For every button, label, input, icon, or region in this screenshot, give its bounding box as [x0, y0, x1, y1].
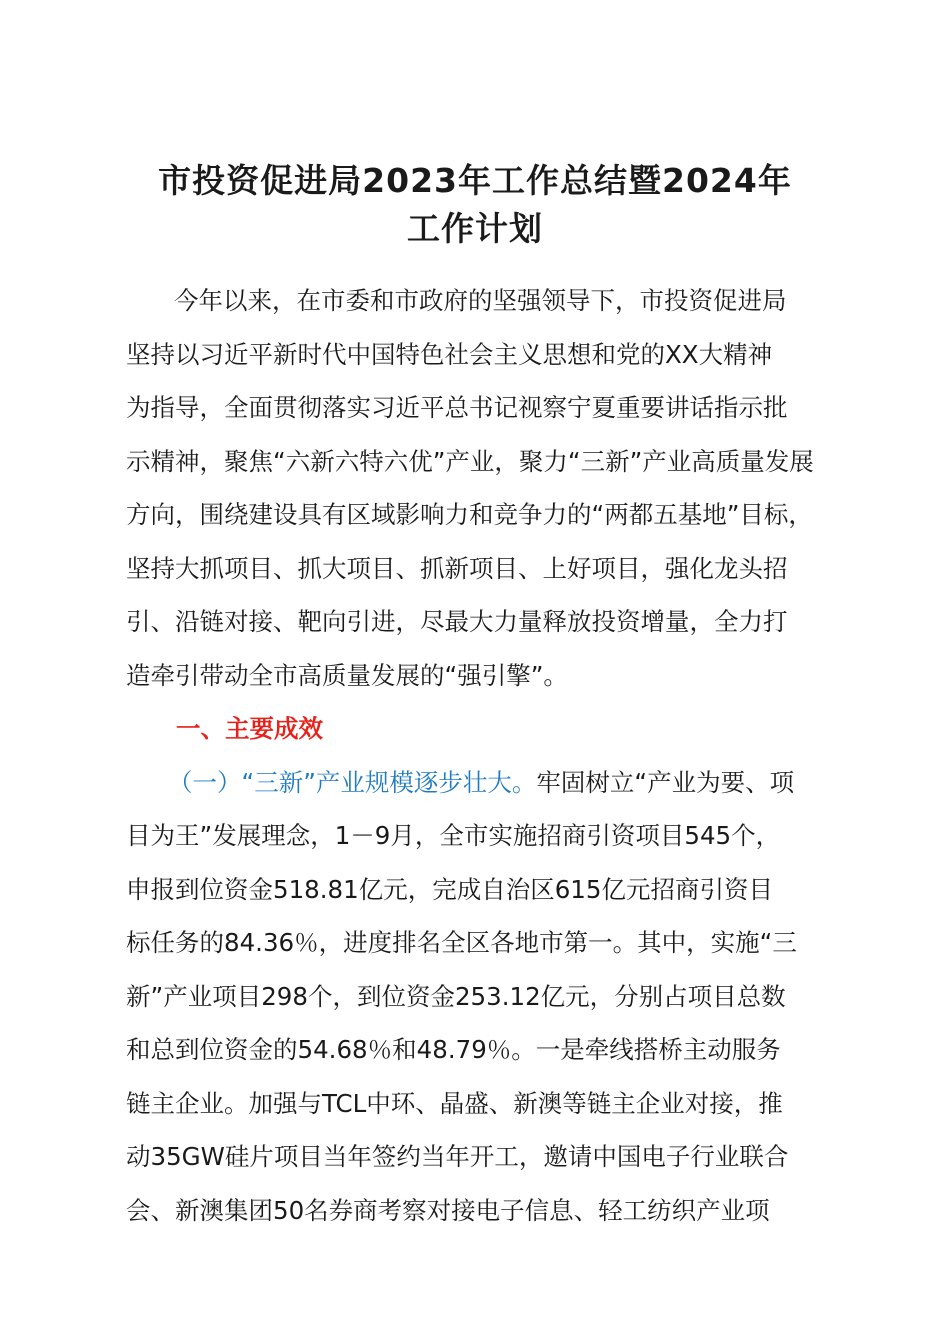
paragraph-line: 会、新澳集团50名券商考察对接电子信息、轻工纺织产业项: [126, 1196, 770, 1225]
paragraph-text: 牢固树立“产业为要、项: [536, 768, 795, 797]
paragraph-line: 示精神，聚焦“六新六特六优”产业，聚力“三新”产业高质量发展: [126, 447, 814, 476]
paragraph-line: 为指导，全面贯彻落实习近平总书记视察宁夏重要讲话指示批: [126, 393, 788, 422]
paragraph-line: 今年以来，在市委和市政府的坚强领导下，市投资促进局: [174, 286, 787, 315]
paragraph-first-line: [168, 766, 794, 800]
paragraph-line: 标任务的84.36％，进度排名全区各地市第一。其中，实施“三: [126, 928, 797, 957]
paragraph-line: 动35GW硅片项目当年签约当年开工，邀请中国电子行业联合: [126, 1142, 789, 1171]
paragraph-line: 和总到位资金的54.68％和48.79％。一是牵线搭桥主动服务: [126, 1035, 781, 1064]
paragraph-line: 目为王”发展理念，1－9月，全市实施招商引资项目545个，: [126, 821, 781, 850]
paragraph-line: 引、沿链对接、靶向引进，尽最大力量释放投资增量，全力打: [126, 607, 788, 636]
paragraph-line: 坚持大抓项目、抓大项目、抓新项目、上好项目，强化龙头招: [126, 554, 788, 583]
subsection-heading: （一）“三新”产业规模逐步壮大。: [168, 768, 537, 797]
paragraph-line: 申报到位资金518.81亿元，完成自治区615亿元招商引资目: [126, 875, 773, 904]
paragraph-line: 方向，围绕建设具有区域影响力和竞争力的“两都五基地”目标，: [126, 500, 813, 529]
paragraph-line: 链主企业。加强与TCL中环、晶盛、新澳等链主企业对接，推: [126, 1089, 783, 1118]
document-title-line-2: 工作计划: [407, 209, 543, 248]
document-title-line-1: 市投资促进局2023年工作总结暨2024年: [158, 161, 792, 200]
section-heading: 一、主要成效: [176, 714, 323, 743]
paragraph-line: 新”产业项目298个，到位资金253.12亿元，分别占项目总数: [126, 982, 786, 1011]
paragraph-line: 造牵引带动全市高质量发展的“强引擎”。: [126, 661, 568, 690]
paragraph-line: 坚持以习近平新时代中国特色社会主义思想和党的XX大精神: [126, 340, 773, 369]
